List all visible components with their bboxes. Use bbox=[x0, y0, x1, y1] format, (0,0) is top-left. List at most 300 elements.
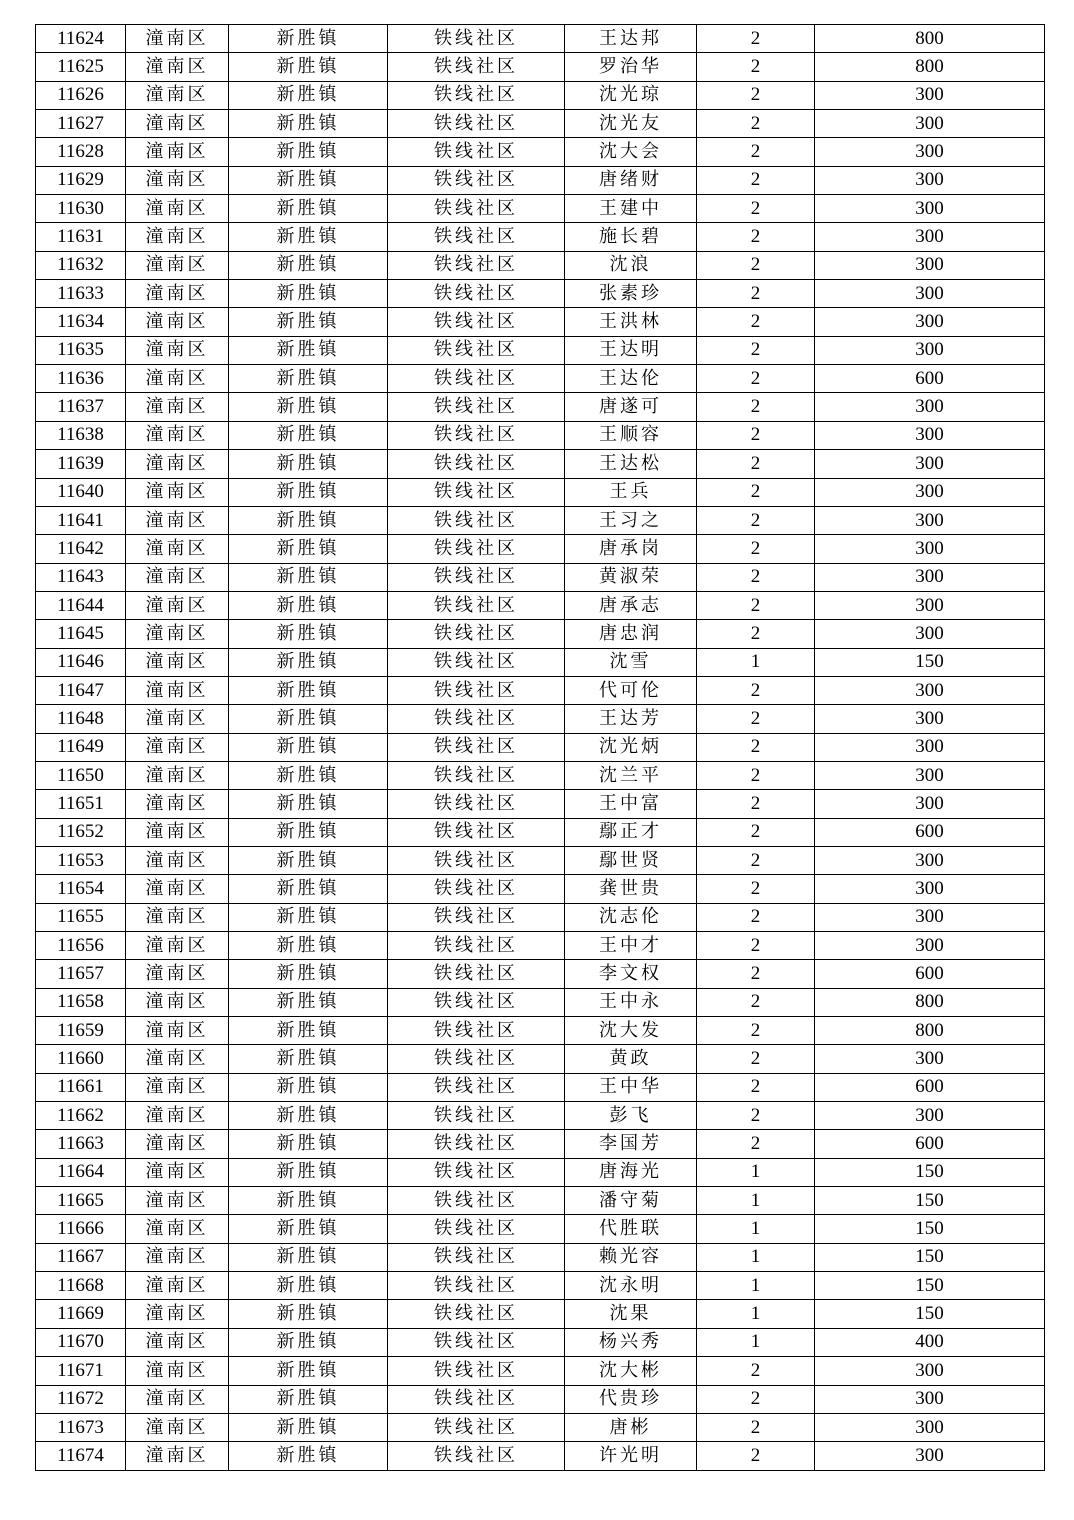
district-cell: 潼南区 bbox=[126, 25, 229, 53]
serial-number-cell: 11666 bbox=[36, 1215, 126, 1243]
district-cell: 潼南区 bbox=[126, 1187, 229, 1215]
amount-cell: 300 bbox=[815, 1357, 1045, 1385]
town-cell: 新胜镇 bbox=[229, 1300, 388, 1328]
district-cell: 潼南区 bbox=[126, 1272, 229, 1300]
community-cell: 铁线社区 bbox=[388, 591, 565, 619]
table-row bbox=[36, 960, 1045, 988]
community-cell: 铁线社区 bbox=[388, 1073, 565, 1101]
name-cell: 鄢世贤 bbox=[565, 846, 697, 874]
community-cell: 铁线社区 bbox=[388, 818, 565, 846]
household-count-cell: 2 bbox=[697, 166, 815, 194]
serial-number-cell: 11669 bbox=[36, 1300, 126, 1328]
name-cell: 唐彬 bbox=[565, 1413, 697, 1441]
town-cell: 新胜镇 bbox=[229, 591, 388, 619]
amount-cell: 150 bbox=[815, 1272, 1045, 1300]
table-row bbox=[36, 1158, 1045, 1186]
district-cell: 潼南区 bbox=[126, 81, 229, 109]
table-row bbox=[36, 932, 1045, 960]
household-count-cell: 2 bbox=[697, 251, 815, 279]
table-row bbox=[36, 620, 1045, 648]
serial-number-cell: 11627 bbox=[36, 110, 126, 138]
town-cell: 新胜镇 bbox=[229, 251, 388, 279]
district-cell: 潼南区 bbox=[126, 1215, 229, 1243]
serial-number-cell: 11643 bbox=[36, 563, 126, 591]
household-count-cell: 2 bbox=[697, 790, 815, 818]
household-count-cell: 2 bbox=[697, 733, 815, 761]
name-cell: 王达伦 bbox=[565, 365, 697, 393]
name-cell: 赖光容 bbox=[565, 1243, 697, 1271]
serial-number-cell: 11651 bbox=[36, 790, 126, 818]
serial-number-cell: 11636 bbox=[36, 365, 126, 393]
name-cell: 沈兰平 bbox=[565, 761, 697, 789]
town-cell: 新胜镇 bbox=[229, 365, 388, 393]
town-cell: 新胜镇 bbox=[229, 1187, 388, 1215]
town-cell: 新胜镇 bbox=[229, 478, 388, 506]
name-cell: 龚世贵 bbox=[565, 875, 697, 903]
table-row bbox=[36, 336, 1045, 364]
household-count-cell: 1 bbox=[697, 1272, 815, 1300]
district-cell: 潼南区 bbox=[126, 1300, 229, 1328]
community-cell: 铁线社区 bbox=[388, 166, 565, 194]
town-cell: 新胜镇 bbox=[229, 166, 388, 194]
serial-number-cell: 11647 bbox=[36, 676, 126, 704]
table-row bbox=[36, 506, 1045, 534]
table-row bbox=[36, 1413, 1045, 1441]
serial-number-cell: 11644 bbox=[36, 591, 126, 619]
community-cell: 铁线社区 bbox=[388, 223, 565, 251]
community-cell: 铁线社区 bbox=[388, 790, 565, 818]
district-cell: 潼南区 bbox=[126, 53, 229, 81]
amount-cell: 300 bbox=[815, 676, 1045, 704]
name-cell: 代可伦 bbox=[565, 676, 697, 704]
serial-number-cell: 11665 bbox=[36, 1187, 126, 1215]
district-cell: 潼南区 bbox=[126, 790, 229, 818]
district-cell: 潼南区 bbox=[126, 960, 229, 988]
community-cell: 铁线社区 bbox=[388, 478, 565, 506]
household-count-cell: 2 bbox=[697, 988, 815, 1016]
town-cell: 新胜镇 bbox=[229, 393, 388, 421]
table-row bbox=[36, 478, 1045, 506]
household-count-cell: 2 bbox=[697, 280, 815, 308]
district-cell: 潼南区 bbox=[126, 1045, 229, 1073]
town-cell: 新胜镇 bbox=[229, 790, 388, 818]
name-cell: 王洪林 bbox=[565, 308, 697, 336]
table-row bbox=[36, 223, 1045, 251]
serial-number-cell: 11635 bbox=[36, 336, 126, 364]
table-row bbox=[36, 1045, 1045, 1073]
community-cell: 铁线社区 bbox=[388, 195, 565, 223]
household-count-cell: 2 bbox=[697, 421, 815, 449]
table-row bbox=[36, 1102, 1045, 1130]
amount-cell: 300 bbox=[815, 790, 1045, 818]
name-cell: 王中才 bbox=[565, 932, 697, 960]
community-cell: 铁线社区 bbox=[388, 308, 565, 336]
town-cell: 新胜镇 bbox=[229, 733, 388, 761]
amount-cell: 300 bbox=[815, 223, 1045, 251]
household-count-cell: 2 bbox=[697, 1442, 815, 1470]
town-cell: 新胜镇 bbox=[229, 53, 388, 81]
community-cell: 铁线社区 bbox=[388, 620, 565, 648]
community-cell: 铁线社区 bbox=[388, 1442, 565, 1470]
amount-cell: 300 bbox=[815, 846, 1045, 874]
household-count-cell: 2 bbox=[697, 875, 815, 903]
household-count-cell: 2 bbox=[697, 761, 815, 789]
district-cell: 潼南区 bbox=[126, 1130, 229, 1158]
household-count-cell: 2 bbox=[697, 308, 815, 336]
town-cell: 新胜镇 bbox=[229, 903, 388, 931]
district-cell: 潼南区 bbox=[126, 138, 229, 166]
amount-cell: 800 bbox=[815, 1017, 1045, 1045]
district-cell: 潼南区 bbox=[126, 591, 229, 619]
town-cell: 新胜镇 bbox=[229, 1130, 388, 1158]
amount-cell: 300 bbox=[815, 591, 1045, 619]
amount-cell: 150 bbox=[815, 1158, 1045, 1186]
name-cell: 唐承岗 bbox=[565, 535, 697, 563]
name-cell: 唐绪财 bbox=[565, 166, 697, 194]
table-row bbox=[36, 1300, 1045, 1328]
town-cell: 新胜镇 bbox=[229, 1357, 388, 1385]
household-count-cell: 2 bbox=[697, 563, 815, 591]
name-cell: 王顺容 bbox=[565, 421, 697, 449]
community-cell: 铁线社区 bbox=[388, 648, 565, 676]
district-cell: 潼南区 bbox=[126, 506, 229, 534]
amount-cell: 150 bbox=[815, 1187, 1045, 1215]
amount-cell: 300 bbox=[815, 478, 1045, 506]
serial-number-cell: 11648 bbox=[36, 705, 126, 733]
district-cell: 潼南区 bbox=[126, 563, 229, 591]
community-cell: 铁线社区 bbox=[388, 506, 565, 534]
household-count-cell: 2 bbox=[697, 195, 815, 223]
district-cell: 潼南区 bbox=[126, 705, 229, 733]
household-count-cell: 2 bbox=[697, 1130, 815, 1158]
table-row bbox=[36, 875, 1045, 903]
household-count-cell: 2 bbox=[697, 903, 815, 931]
community-cell: 铁线社区 bbox=[388, 846, 565, 874]
town-cell: 新胜镇 bbox=[229, 336, 388, 364]
table-row bbox=[36, 251, 1045, 279]
household-count-cell: 2 bbox=[697, 1357, 815, 1385]
household-count-cell: 2 bbox=[697, 960, 815, 988]
household-count-cell: 2 bbox=[697, 1073, 815, 1101]
town-cell: 新胜镇 bbox=[229, 1215, 388, 1243]
name-cell: 鄢正才 bbox=[565, 818, 697, 846]
community-cell: 铁线社区 bbox=[388, 81, 565, 109]
town-cell: 新胜镇 bbox=[229, 1158, 388, 1186]
household-count-cell: 2 bbox=[697, 818, 815, 846]
household-count-cell: 2 bbox=[697, 25, 815, 53]
serial-number-cell: 11652 bbox=[36, 818, 126, 846]
table-row bbox=[36, 1215, 1045, 1243]
amount-cell: 300 bbox=[815, 563, 1045, 591]
name-cell: 黄淑荣 bbox=[565, 563, 697, 591]
town-cell: 新胜镇 bbox=[229, 1073, 388, 1101]
table-row bbox=[36, 676, 1045, 704]
community-cell: 铁线社区 bbox=[388, 1102, 565, 1130]
table-row bbox=[36, 818, 1045, 846]
table-row bbox=[36, 421, 1045, 449]
name-cell: 唐忠润 bbox=[565, 620, 697, 648]
district-cell: 潼南区 bbox=[126, 195, 229, 223]
town-cell: 新胜镇 bbox=[229, 450, 388, 478]
household-count-cell: 2 bbox=[697, 336, 815, 364]
district-cell: 潼南区 bbox=[126, 1158, 229, 1186]
district-cell: 潼南区 bbox=[126, 110, 229, 138]
district-cell: 潼南区 bbox=[126, 620, 229, 648]
community-cell: 铁线社区 bbox=[388, 563, 565, 591]
town-cell: 新胜镇 bbox=[229, 1102, 388, 1130]
serial-number-cell: 11642 bbox=[36, 535, 126, 563]
serial-number-cell: 11637 bbox=[36, 393, 126, 421]
amount-cell: 600 bbox=[815, 365, 1045, 393]
serial-number-cell: 11649 bbox=[36, 733, 126, 761]
serial-number-cell: 11650 bbox=[36, 761, 126, 789]
town-cell: 新胜镇 bbox=[229, 308, 388, 336]
household-count-cell: 1 bbox=[697, 648, 815, 676]
serial-number-cell: 11632 bbox=[36, 251, 126, 279]
serial-number-cell: 11625 bbox=[36, 53, 126, 81]
table-row bbox=[36, 790, 1045, 818]
name-cell: 王中永 bbox=[565, 988, 697, 1016]
district-cell: 潼南区 bbox=[126, 903, 229, 931]
district-cell: 潼南区 bbox=[126, 733, 229, 761]
district-cell: 潼南区 bbox=[126, 1073, 229, 1101]
town-cell: 新胜镇 bbox=[229, 1328, 388, 1356]
name-cell: 李国芳 bbox=[565, 1130, 697, 1158]
town-cell: 新胜镇 bbox=[229, 960, 388, 988]
table-row bbox=[36, 733, 1045, 761]
table-row bbox=[36, 1385, 1045, 1413]
serial-number-cell: 11659 bbox=[36, 1017, 126, 1045]
amount-cell: 300 bbox=[815, 620, 1045, 648]
serial-number-cell: 11657 bbox=[36, 960, 126, 988]
serial-number-cell: 11630 bbox=[36, 195, 126, 223]
district-cell: 潼南区 bbox=[126, 1357, 229, 1385]
household-count-cell: 2 bbox=[697, 535, 815, 563]
district-cell: 潼南区 bbox=[126, 1017, 229, 1045]
amount-cell: 300 bbox=[815, 932, 1045, 960]
amount-cell: 300 bbox=[815, 280, 1045, 308]
serial-number-cell: 11633 bbox=[36, 280, 126, 308]
table-row bbox=[36, 81, 1045, 109]
household-count-cell: 2 bbox=[697, 591, 815, 619]
amount-cell: 300 bbox=[815, 1442, 1045, 1470]
amount-cell: 150 bbox=[815, 1215, 1045, 1243]
serial-number-cell: 11628 bbox=[36, 138, 126, 166]
community-cell: 铁线社区 bbox=[388, 932, 565, 960]
amount-cell: 300 bbox=[815, 81, 1045, 109]
community-cell: 铁线社区 bbox=[388, 365, 565, 393]
town-cell: 新胜镇 bbox=[229, 818, 388, 846]
amount-cell: 300 bbox=[815, 195, 1045, 223]
name-cell: 李文权 bbox=[565, 960, 697, 988]
amount-cell: 300 bbox=[815, 110, 1045, 138]
community-cell: 铁线社区 bbox=[388, 336, 565, 364]
community-cell: 铁线社区 bbox=[388, 25, 565, 53]
community-cell: 铁线社区 bbox=[388, 1243, 565, 1271]
serial-number-cell: 11673 bbox=[36, 1413, 126, 1441]
community-cell: 铁线社区 bbox=[388, 960, 565, 988]
amount-cell: 300 bbox=[815, 535, 1045, 563]
name-cell: 沈光友 bbox=[565, 110, 697, 138]
name-cell: 潘守菊 bbox=[565, 1187, 697, 1215]
district-cell: 潼南区 bbox=[126, 336, 229, 364]
community-cell: 铁线社区 bbox=[388, 110, 565, 138]
name-cell: 王习之 bbox=[565, 506, 697, 534]
table-row bbox=[36, 138, 1045, 166]
table-row bbox=[36, 166, 1045, 194]
name-cell: 彭飞 bbox=[565, 1102, 697, 1130]
serial-number-cell: 11661 bbox=[36, 1073, 126, 1101]
amount-cell: 300 bbox=[815, 705, 1045, 733]
household-count-cell: 1 bbox=[697, 1215, 815, 1243]
name-cell: 沈果 bbox=[565, 1300, 697, 1328]
household-count-cell: 2 bbox=[697, 1413, 815, 1441]
serial-number-cell: 11645 bbox=[36, 620, 126, 648]
district-cell: 潼南区 bbox=[126, 676, 229, 704]
serial-number-cell: 11631 bbox=[36, 223, 126, 251]
table-row bbox=[36, 110, 1045, 138]
town-cell: 新胜镇 bbox=[229, 1413, 388, 1441]
table-row bbox=[36, 450, 1045, 478]
name-cell: 沈浪 bbox=[565, 251, 697, 279]
table-row bbox=[36, 1017, 1045, 1045]
amount-cell: 300 bbox=[815, 903, 1045, 931]
community-cell: 铁线社区 bbox=[388, 450, 565, 478]
table-row bbox=[36, 25, 1045, 53]
household-count-cell: 2 bbox=[697, 846, 815, 874]
serial-number-cell: 11634 bbox=[36, 308, 126, 336]
amount-cell: 300 bbox=[815, 166, 1045, 194]
table-row bbox=[36, 705, 1045, 733]
amount-cell: 300 bbox=[815, 251, 1045, 279]
town-cell: 新胜镇 bbox=[229, 563, 388, 591]
community-cell: 铁线社区 bbox=[388, 1413, 565, 1441]
town-cell: 新胜镇 bbox=[229, 81, 388, 109]
amount-cell: 300 bbox=[815, 1045, 1045, 1073]
town-cell: 新胜镇 bbox=[229, 676, 388, 704]
name-cell: 罗治华 bbox=[565, 53, 697, 81]
serial-number-cell: 11626 bbox=[36, 81, 126, 109]
community-cell: 铁线社区 bbox=[388, 1385, 565, 1413]
name-cell: 唐海光 bbox=[565, 1158, 697, 1186]
household-count-cell: 2 bbox=[697, 676, 815, 704]
serial-number-cell: 11646 bbox=[36, 648, 126, 676]
town-cell: 新胜镇 bbox=[229, 1385, 388, 1413]
name-cell: 黄政 bbox=[565, 1045, 697, 1073]
amount-cell: 150 bbox=[815, 648, 1045, 676]
table-row bbox=[36, 1357, 1045, 1385]
town-cell: 新胜镇 bbox=[229, 280, 388, 308]
community-cell: 铁线社区 bbox=[388, 53, 565, 81]
name-cell: 王达明 bbox=[565, 336, 697, 364]
district-cell: 潼南区 bbox=[126, 308, 229, 336]
table-row bbox=[36, 535, 1045, 563]
district-cell: 潼南区 bbox=[126, 818, 229, 846]
household-count-cell: 2 bbox=[697, 365, 815, 393]
name-cell: 王兵 bbox=[565, 478, 697, 506]
community-cell: 铁线社区 bbox=[388, 705, 565, 733]
serial-number-cell: 11674 bbox=[36, 1442, 126, 1470]
community-cell: 铁线社区 bbox=[388, 1158, 565, 1186]
table-row bbox=[36, 1130, 1045, 1158]
amount-cell: 800 bbox=[815, 53, 1045, 81]
district-cell: 潼南区 bbox=[126, 1243, 229, 1271]
district-cell: 潼南区 bbox=[126, 478, 229, 506]
name-cell: 代贵珍 bbox=[565, 1385, 697, 1413]
community-cell: 铁线社区 bbox=[388, 421, 565, 449]
amount-cell: 150 bbox=[815, 1243, 1045, 1271]
name-cell: 王达邦 bbox=[565, 25, 697, 53]
town-cell: 新胜镇 bbox=[229, 195, 388, 223]
name-cell: 张素珍 bbox=[565, 280, 697, 308]
name-cell: 王达松 bbox=[565, 450, 697, 478]
amount-cell: 300 bbox=[815, 393, 1045, 421]
serial-number-cell: 11654 bbox=[36, 875, 126, 903]
amount-cell: 600 bbox=[815, 960, 1045, 988]
serial-number-cell: 11638 bbox=[36, 421, 126, 449]
table-row bbox=[36, 1187, 1045, 1215]
household-count-cell: 2 bbox=[697, 705, 815, 733]
amount-cell: 300 bbox=[815, 761, 1045, 789]
district-cell: 潼南区 bbox=[126, 365, 229, 393]
name-cell: 唐遂可 bbox=[565, 393, 697, 421]
table-row bbox=[36, 1073, 1045, 1101]
household-count-cell: 2 bbox=[697, 450, 815, 478]
serial-number-cell: 11660 bbox=[36, 1045, 126, 1073]
community-cell: 铁线社区 bbox=[388, 535, 565, 563]
community-cell: 铁线社区 bbox=[388, 393, 565, 421]
name-cell: 杨兴秀 bbox=[565, 1328, 697, 1356]
name-cell: 王中富 bbox=[565, 790, 697, 818]
town-cell: 新胜镇 bbox=[229, 648, 388, 676]
serial-number-cell: 11639 bbox=[36, 450, 126, 478]
household-count-cell: 2 bbox=[697, 506, 815, 534]
household-count-cell: 1 bbox=[697, 1243, 815, 1271]
table-row bbox=[36, 903, 1045, 931]
community-cell: 铁线社区 bbox=[388, 1017, 565, 1045]
town-cell: 新胜镇 bbox=[229, 223, 388, 251]
serial-number-cell: 11658 bbox=[36, 988, 126, 1016]
serial-number-cell: 11653 bbox=[36, 846, 126, 874]
amount-cell: 300 bbox=[815, 506, 1045, 534]
district-cell: 潼南区 bbox=[126, 450, 229, 478]
amount-cell: 300 bbox=[815, 450, 1045, 478]
table-row bbox=[36, 365, 1045, 393]
name-cell: 施长碧 bbox=[565, 223, 697, 251]
district-cell: 潼南区 bbox=[126, 1102, 229, 1130]
household-count-cell: 1 bbox=[697, 1187, 815, 1215]
district-cell: 潼南区 bbox=[126, 393, 229, 421]
amount-cell: 300 bbox=[815, 336, 1045, 364]
town-cell: 新胜镇 bbox=[229, 138, 388, 166]
community-cell: 铁线社区 bbox=[388, 1328, 565, 1356]
town-cell: 新胜镇 bbox=[229, 25, 388, 53]
town-cell: 新胜镇 bbox=[229, 1017, 388, 1045]
name-cell: 王中华 bbox=[565, 1073, 697, 1101]
district-cell: 潼南区 bbox=[126, 988, 229, 1016]
community-cell: 铁线社区 bbox=[388, 138, 565, 166]
district-cell: 潼南区 bbox=[126, 535, 229, 563]
serial-number-cell: 11624 bbox=[36, 25, 126, 53]
district-cell: 潼南区 bbox=[126, 1413, 229, 1441]
table-row bbox=[36, 761, 1045, 789]
district-cell: 潼南区 bbox=[126, 1442, 229, 1470]
amount-cell: 300 bbox=[815, 875, 1045, 903]
town-cell: 新胜镇 bbox=[229, 761, 388, 789]
serial-number-cell: 11672 bbox=[36, 1385, 126, 1413]
household-count-cell: 2 bbox=[697, 81, 815, 109]
household-count-cell: 1 bbox=[697, 1158, 815, 1186]
